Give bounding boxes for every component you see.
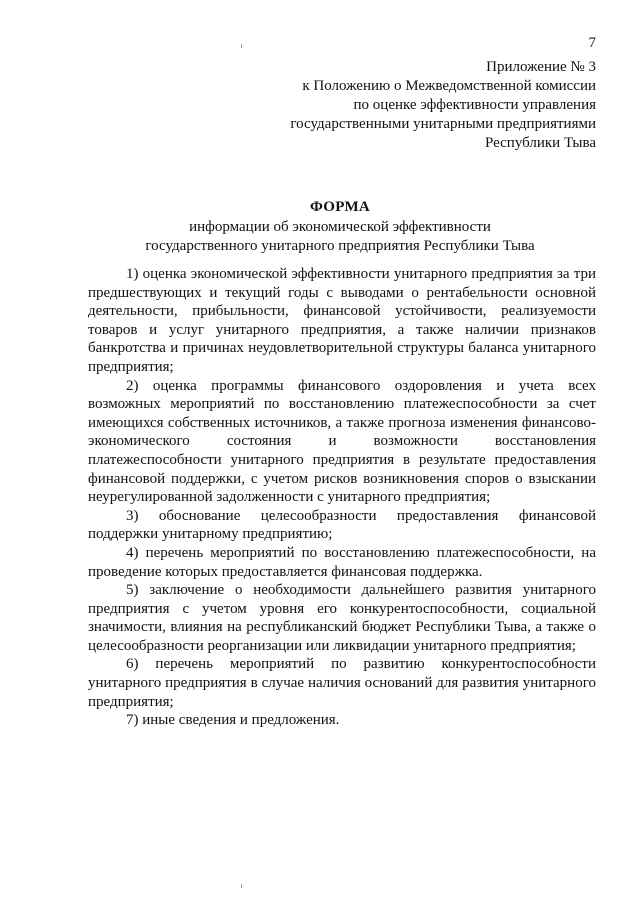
appendix-note [230, 58, 596, 153]
form-title: ФОРМА [309, 199, 371, 215]
form-item: 5) заключение о необходимости дальнейшего развития унитарного предприятия с учетом уровня его конкурентоспособности, социальной значимости, влияния на республиканский бюджет Республики Тыва, а также о целесообразности реорганизации или ликвидации унитарного предприятия; [88, 582, 596, 654]
appendix-line: к Положению о Межведомственной комиссии [302, 78, 596, 94]
page-number: 7 [588, 35, 596, 51]
scan-mark [241, 884, 242, 888]
scan-mark [241, 44, 242, 48]
appendix-line: Приложение № 3 [486, 59, 596, 75]
form-item: 7) иные сведения и предложения. [126, 712, 340, 729]
appendix-line: Республики Тыва [484, 135, 596, 151]
form-subtitle-line: государственного унитарного предприятия Республики Тыва [145, 238, 535, 254]
form-item: 6) перечень мероприятий по развитию конкурентоспособности унитарного предприятия в случае наличия оснований для развития унитарного предприятия; [88, 656, 596, 710]
appendix-line: по оценке эффективности управления [353, 97, 596, 113]
form-items-list [88, 265, 596, 730]
form-item: 1) оценка экономической эффективности унитарного предприятия за три предшествующих и текущий годы с выводами о рентабельности основной деятельности, прибыльности, финансовой устойчивости, реализуемости товаров и услуг унитарного предприятия, а также наличии признаков банкротства и причинах неудовлетворительной структуры баланса унитарного предприятия; [88, 266, 596, 375]
form-subtitle-line: информации об экономической эффективности [189, 218, 491, 235]
form-heading [60, 198, 620, 257]
appendix-line: государственными унитарными предприятиями [290, 116, 596, 132]
form-item: 3) обоснование целесообразности предоставления финансовой поддержки унитарному предприятию; [88, 507, 596, 543]
form-item: 4) перечень мероприятий по восстановлению платежеспособности, на проведение которых предоставляется финансовая поддержка. [88, 544, 596, 580]
form-item: 2) оценка программы финансового оздоровления и учета всех возможных мероприятий по восстановлению платежеспособности за счет имеющихся собственных источников, а также прогноза изменения финансово-экономического состояния и возможности восстановления платежеспособности унитарного предприятия в результате предоставления финансовой поддержки, с учетом рисков возникновения споров о взыскании неурегулированной задолженности с унитарного предприятия; [88, 377, 596, 506]
